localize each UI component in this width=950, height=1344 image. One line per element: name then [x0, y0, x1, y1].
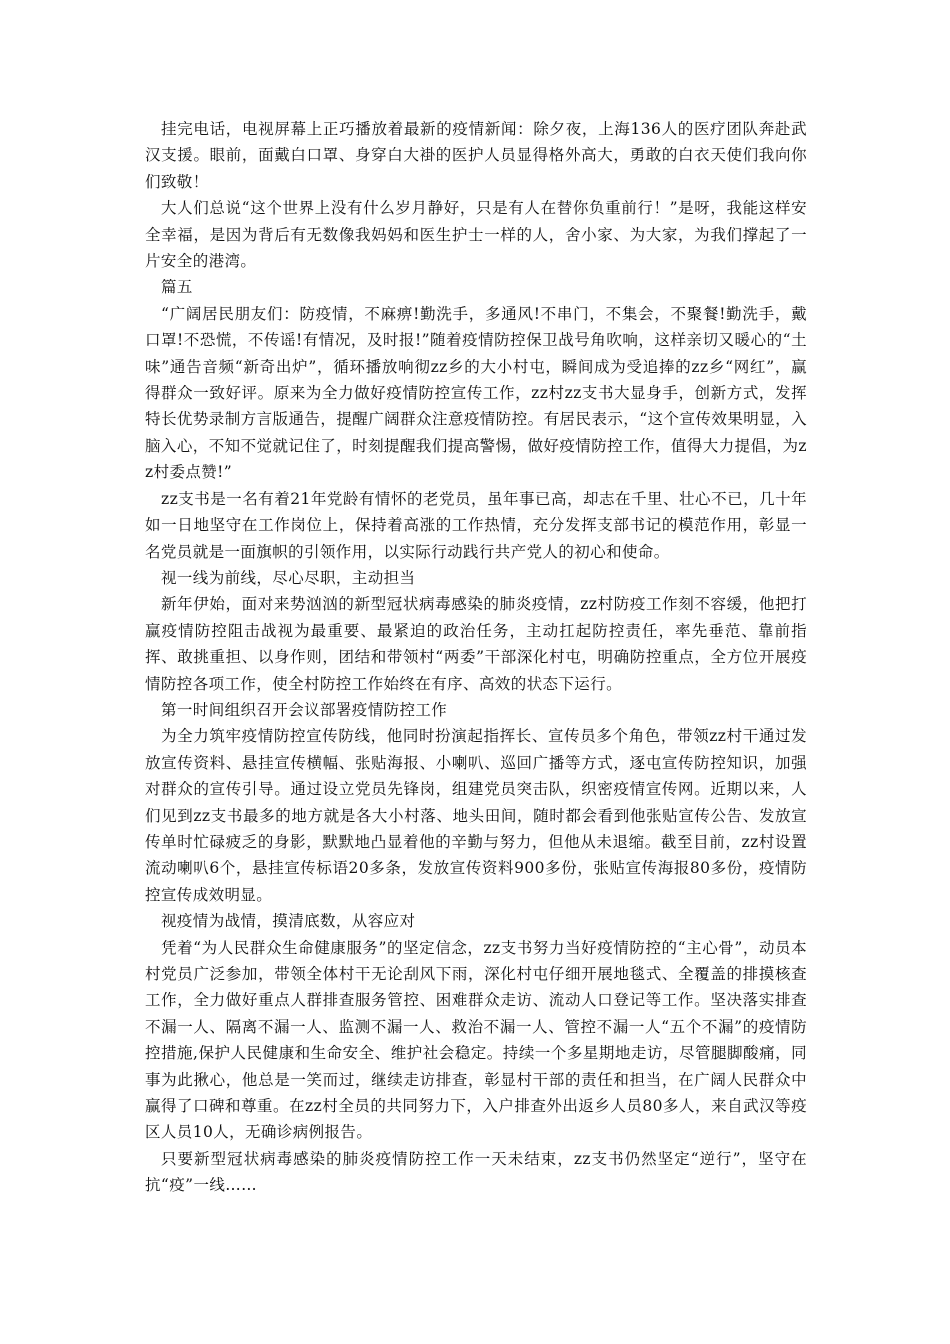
- paragraph-new-year-epidemic: 新年伊始，面对来势汹汹的新型冠状病毒感染的肺炎疫情，zz村防疫工作刻不容缓，他把打赢疫情防控阻击战视为最重要、最紧迫的政治任务，主动扛起防控责任，率先垂范、靠前指挥、敢挑重担、以身作则，团结和带领村“两委”干部深化村屯，明确防控重点，全方位开展疫情防控各项工作，使全村防控工作始终在有序、高效的状态下运行。: [145, 595, 807, 693]
- subheading-first-meeting: 第一时间组织召开会议部署疫情防控工作: [161, 700, 448, 719]
- section-heading-pian-wu: 篇五: [161, 278, 193, 297]
- paragraph-screening-work: 凭着“为人民群众生命健康服务”的坚定信念，zz支书努力当好疫情防控的“主心骨”，动员本村党员广泛参加，带领全体村干无论刮风下雨，深化村屯仔细开展地毯式、全覆盖的排摸核查工作，全力做好重点人群排查服务管控、困难群众走访、流动人口登记等工作。坚决落实排查不漏一人、隔离不漏一人、监测不漏一人、救治不漏一人、管控不漏一人“五个不漏”的疫情防控措施,保护人民健康和生命安全、维护社会稳定。持续一个多星期地走访，尽管腿脚酸痛，同事为此揪心，他总是一笑而过，继续走访排查，彰显村干部的责任和担当，在广阔人民群众中赢得了口碑和尊重。在zz村全员的共同努力下，入户排查外出返乡人员80多人，来自武汉等疫区人员10人，无确诊病例报告。: [145, 938, 807, 1142]
- paragraph-party-member-profile: zz支书是一名有着21年党龄有情怀的老党员，虽年事已高，却志在千里、壮心不已，几十年如一日地坚守在工作岗位上，保持着高涨的工作热情，充分发挥支部书记的模范作用，彰显一名党员就是一面旗帜的引领作用，以实际行动践行共产党人的初心和使命。: [145, 489, 807, 561]
- paragraph-closing: 只要新型冠状病毒感染的肺炎疫情防控工作一天未结束，zz支书仍然坚定“逆行”，坚守在抗“疫”一线……: [145, 1149, 807, 1195]
- subheading-frontline: 视一线为前线，尽心尽职，主动担当: [161, 568, 416, 587]
- paragraph-publicity-work: 为全力筑牢疫情防控宣传防线，他同时扮演起指挥长、宣传员多个角色，带领zz村干通过发放宣传资料、悬挂宣传横幅、张贴海报、小喇叭、巡回广播等方式，逐屯宣传防控知识，加强对群众的宣传引导。通过设立党员先锋岗，组建党员突击队，织密疫情宣传网。近期以来，人们见到zz支书最多的地方就是各大小村落、地头田间，随时都会看到他张贴宣传公告、发放宣传单时忙碌疲乏的身影，默默地凸显着他的辛勤与努力，但他从未退缩。截至目前，zz村设置流动喇叭6个，悬挂宣传标语20多条，发放宣传资料900多份，张贴宣传海报80多份，疫情防控宣传成效明显。: [145, 727, 807, 904]
- paragraph-medical-team-news: 挂完电话，电视屏幕上正巧播放着最新的疫情新闻：除夕夜，上海136人的医疗团队奔赴武汉支援。眼前，面戴白口罩、身穿白大褂的医护人员显得格外高大，勇敢的白衣天使们我向你们致敬！: [145, 120, 807, 191]
- paragraph-burden-forward: 大人们总说“这个世界上没有什么岁月静好，只是有人在替你负重前行！”是呀，我能这样安全幸福，是因为背后有无数像我妈妈和医生护士一样的人，舍小家、为大家，为我们撑起了一片安全的港湾。: [145, 199, 807, 271]
- document-body: [145, 116, 807, 1199]
- paragraph-dialect-notice: “广阔居民朋友们：防疫情，不麻痹!勤洗手，多通风!不串门，不集会，不聚餐!勤洗手，戴口罩!不恐慌，不传谣!有情况，及时报!”随着疫情防控保卫战号角吹响，这样亲切又暖心的“土味”通告音频“新奇出炉”，循环播放响彻zz乡的大小村屯，瞬间成为受追捧的zz乡“网红”，赢得群众一致好评。原来为全力做好疫情防控宣传工作，zz村zz支书大显身手，创新方式，发挥特长优势录制方言版通告，提醒广阔群众注意疫情防控。有居民表示，“这个宣传效果明显，入脑入心，不知不觉就记住了，时刻提醒我们提高警惕，做好疫情防控工作，值得大力提倡，为zz村委点赞!”: [145, 304, 807, 482]
- subheading-epidemic-as-battle: 视疫情为战情，摸清底数，从容应对: [161, 912, 416, 931]
